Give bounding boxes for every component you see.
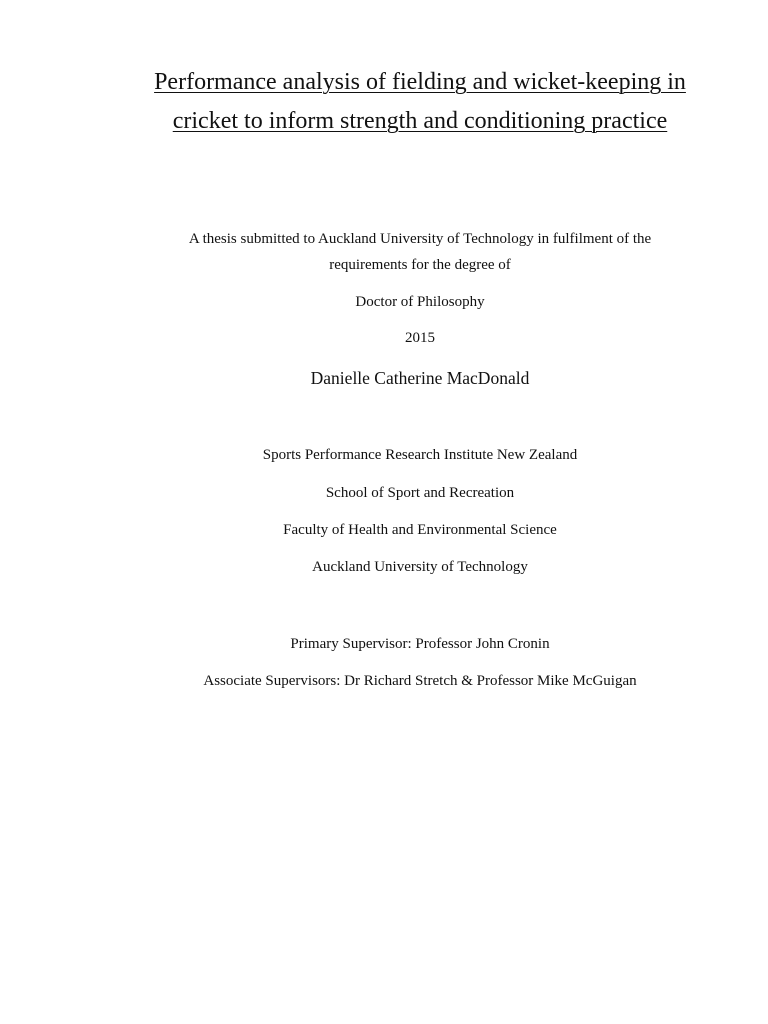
primary-supervisor: Primary Supervisor: Professor John Cronin bbox=[290, 636, 550, 652]
affiliation-institute: Sports Performance Research Institute New Zealand bbox=[262, 447, 578, 463]
associate-supervisors: Associate Supervisors: Dr Richard Stretch & Professor Mike McGuigan bbox=[203, 673, 637, 689]
affiliation-school: School of Sport and Recreation bbox=[325, 485, 515, 501]
thesis-title-line-1: Performance analysis of fielding and wicket-keeping in bbox=[154, 69, 686, 95]
submission-year: 2015 bbox=[405, 330, 435, 346]
thesis-title-line-2: cricket to inform strength and conditioning practice bbox=[172, 108, 668, 134]
degree-name: Doctor of Philosophy bbox=[355, 294, 485, 310]
submission-statement-line-1: A thesis submitted to Auckland University of Technology in fulfilment of the bbox=[188, 231, 652, 247]
affiliation-faculty: Faculty of Health and Environmental Science bbox=[283, 522, 557, 538]
submission-statement-line-2: requirements for the degree of bbox=[329, 257, 511, 273]
affiliation-university: Auckland University of Technology bbox=[312, 559, 528, 575]
author-name: Danielle Catherine MacDonald bbox=[310, 368, 530, 388]
